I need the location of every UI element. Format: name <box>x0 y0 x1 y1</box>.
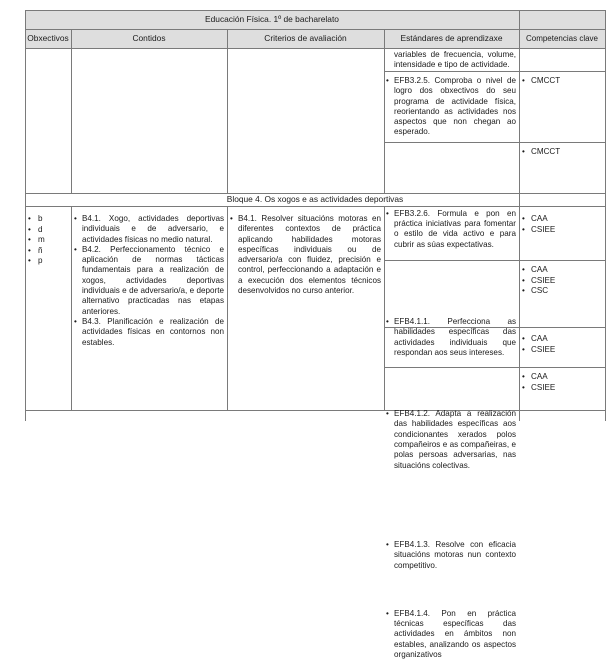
standard-cell-efb4-1-4: • EFB4.1.4. Pon en práctica técnicas específicas das actividades en ámbitos non estables, analizando os aspectos organizativos <box>386 609 516 660</box>
objective-item: • p <box>28 256 45 267</box>
competence-item: • CAA <box>522 334 555 345</box>
contents-list <box>74 214 224 348</box>
competences-efb4-1-1 <box>522 214 555 235</box>
competence-item: • CSIEE <box>522 345 555 356</box>
competences-efb4-1-3 <box>522 334 555 355</box>
standard-cell-efb4-1-3: • EFB4.1.3. Resolve con eficacia situacións motoras nun contexto competitivo. <box>386 540 516 571</box>
competences-efb4-1-2 <box>522 265 555 297</box>
criteria-list <box>230 214 381 296</box>
competence-item: • CSIEE <box>522 276 555 287</box>
criterion-item-b4-1: • B4.1. Resolver situacións motoras en diferentes contextos de práctica aplicando habilidades motoras específicas individuais ou de adversario/a con fluidez, precisión e control, perfeccionando a adaptación e a execución dos elementos técnicos desenvolvidos no curso anterior. <box>230 214 381 296</box>
block-title: Bloque 4. Os xogos e as actividades deportivas <box>226 194 404 204</box>
competences-efb4-1-4 <box>522 372 555 393</box>
objective-item: • b <box>28 214 45 225</box>
standard-cell-efb4-1-2: • EFB4.1.2. Adapta a realización das habilidades específicas aos condicionantes xerados polos compañeiros e as compañeiras, e polas persoas adversarias, nas situacións colectivas. <box>386 409 516 471</box>
standard-cell-prev: variables de frecuencia, volume, intensidade e tipo de actividade. <box>394 50 516 70</box>
competence-item: • CMCCT <box>522 76 560 87</box>
objective-item: • d <box>28 225 45 236</box>
content-item-b4-1: • B4.1. Xogo, actividades deportivas individuais e de adversario, e actividades físicas no medio natural. <box>74 214 224 245</box>
column-header-standards: Estándares de aprendizaxe <box>384 29 519 48</box>
column-header-criteria: Criterios de avaliación <box>227 29 384 48</box>
column-header-contents: Contidos <box>71 29 227 48</box>
title-right-corner <box>519 10 605 29</box>
column-header-objectives: Obxectivos <box>25 29 71 48</box>
column-header-competences: Competencias clave <box>519 29 605 48</box>
competence-item: • CAA <box>522 265 555 276</box>
content-item-b4-3: • B4.3. Planificación e realización de actividades físicas en contornos non estables. <box>74 317 224 348</box>
standard-cell-efb4-1-1: • EFB4.1.1. Perfecciona as habilidades específicas das actividades individuais que respondan aos seus intereses. <box>386 317 516 358</box>
content-item-b4-2: • B4.2. Perfeccionamento técnico e aplicación de normas tácticas fundamentais para a realización de xogos, actividades deportivas individuais e de adversario/a, e deporte alternativo practicadas nas etapas anteriores. <box>74 245 224 317</box>
competence-item: • CSIEE <box>522 383 555 394</box>
competences-efb3-2-6 <box>522 147 560 158</box>
competence-item: • CAA <box>522 214 555 225</box>
competence-item: • CAA <box>522 372 555 383</box>
competences-efb3-2-5 <box>522 76 560 87</box>
objective-item: • m <box>28 235 45 246</box>
standard-cell-efb3-2-5: • EFB3.2.5. Comproba o nivel de logro dos obxectivos do seu programa de actividade física, reorientando as actividades nos aspectos que non chegan ao esperado. <box>386 76 516 138</box>
objectives-list <box>28 214 45 267</box>
competence-item: • CSC <box>522 286 555 297</box>
competence-item: • CSIEE <box>522 225 555 236</box>
table-title: Educación Física. 1º de bacharelato <box>25 10 519 29</box>
standard-cell-efb3-2-6: • EFB3.2.6. Formula e pon en práctica iniciativas para fomentar o estilo de vida activo e para cubrir as súas expectativas. <box>386 209 516 250</box>
competence-item: • CMCCT <box>522 147 560 158</box>
objective-item: • ñ <box>28 246 45 257</box>
